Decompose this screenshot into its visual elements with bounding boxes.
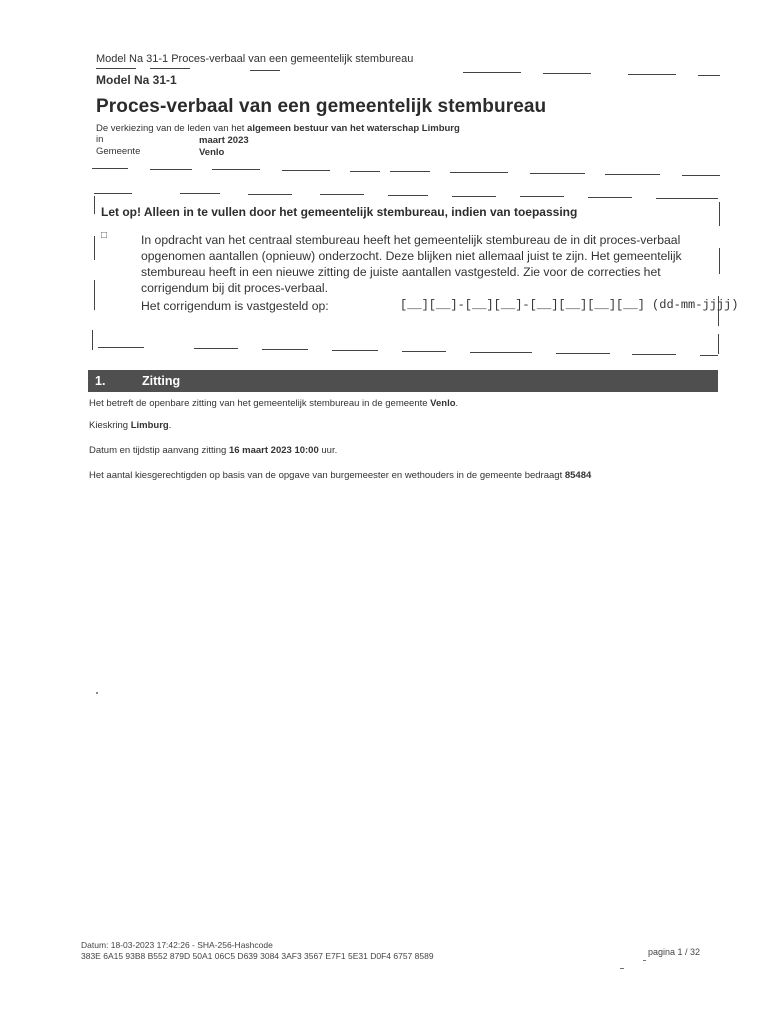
box-edge bbox=[92, 330, 93, 350]
rule bbox=[543, 73, 591, 74]
section-title: Zitting bbox=[142, 374, 181, 388]
rule bbox=[250, 70, 280, 71]
box-edge bbox=[94, 196, 95, 214]
page-title: Proces-verbaal van een gemeentelijk stembureau bbox=[96, 96, 547, 117]
scan-speck bbox=[96, 692, 98, 694]
rule bbox=[262, 349, 308, 350]
rule bbox=[402, 351, 446, 352]
rule bbox=[632, 354, 676, 355]
municipality-value: Venlo bbox=[199, 147, 225, 158]
rule bbox=[470, 352, 532, 353]
corrigendum-checkbox[interactable]: □ bbox=[101, 230, 108, 241]
rule bbox=[350, 171, 380, 172]
box-edge bbox=[94, 280, 95, 310]
box-edge bbox=[719, 248, 720, 274]
rule bbox=[463, 72, 521, 73]
eligible-voters-line: Het aantal kiesgerechtigden op basis van de opgave van burgemeester en wethouders in de gemeente bedraagt 85484 bbox=[89, 470, 592, 481]
corrigendum-date-field[interactable]: [__][__]-[__][__]-[__][__][__][__] (dd-mm-jjjj) bbox=[400, 298, 739, 312]
rule bbox=[332, 350, 378, 351]
rule bbox=[92, 168, 128, 169]
rule bbox=[520, 196, 564, 197]
in-label: in bbox=[96, 134, 104, 145]
scan-speck bbox=[620, 968, 624, 969]
rule bbox=[390, 171, 430, 172]
box-edge bbox=[719, 202, 720, 226]
election-date: maart 2023 bbox=[199, 135, 249, 146]
rule bbox=[180, 193, 220, 194]
rule bbox=[530, 173, 585, 174]
election-prefix: De verkiezing van de leden van het bbox=[96, 123, 248, 134]
rule bbox=[282, 170, 330, 171]
rule bbox=[628, 74, 676, 75]
rule bbox=[682, 175, 720, 176]
kieskring-line: Kieskring Limburg. bbox=[89, 420, 172, 431]
footer-hash bbox=[81, 940, 434, 962]
municipality-label: Gemeente bbox=[96, 146, 141, 157]
start-line: Datum en tijdstip aanvang zitting 16 maart 2023 10:00 uur. bbox=[89, 445, 338, 456]
rule bbox=[212, 169, 260, 170]
rule bbox=[96, 68, 136, 69]
notice-text: In opdracht van het centraal stembureau heeft het gemeentelijk stembureau de in dit proces-verbaal opgenomen aantallen (opnieuw) onderzocht. Deze blijken niet allemaal juist te zijn. Het gemeentelijk stembureau heeft in een nieuwe zitting de juiste aantallen vastgesteld. Zie voor de correcties het corrigendum bij dit proces-verbaal. bbox=[141, 233, 682, 295]
running-title: Model Na 31-1 Proces-verbaal van een gemeentelijk stembureau bbox=[96, 53, 414, 65]
rule bbox=[194, 348, 238, 349]
footer-date: Datum: 18-03-2023 17:42:26 - SHA-256-Hashcode bbox=[81, 940, 273, 950]
rule bbox=[94, 193, 132, 194]
rule bbox=[388, 195, 428, 196]
rule bbox=[452, 196, 496, 197]
page-number: pagina 1 / 32 bbox=[648, 947, 701, 957]
corrigendum-date-label: Het corrigendum is vastgesteld op: bbox=[141, 299, 329, 313]
rule bbox=[588, 197, 632, 198]
section-header bbox=[88, 370, 718, 392]
rule bbox=[248, 194, 292, 195]
footer-hashcode: 383E 6A15 93B8 B552 879D 50A1 06C5 D639 3084 3AF3 3567 E7F1 5E31 D0F4 6757 8589 bbox=[81, 951, 434, 961]
scan-speck bbox=[643, 960, 646, 961]
rule bbox=[700, 355, 718, 356]
rule bbox=[320, 194, 364, 195]
rule bbox=[556, 353, 610, 354]
notice-title: Let op! Alleen in te vullen door het gemeentelijk stembureau, indien van toepassing bbox=[101, 205, 578, 219]
rule bbox=[98, 347, 144, 348]
election-line bbox=[96, 123, 460, 134]
session-line: Het betreft de openbare zitting van het gemeentelijk stembureau in de gemeente Venlo. bbox=[89, 398, 459, 409]
rule bbox=[656, 198, 718, 199]
rule bbox=[150, 68, 190, 69]
model-label: Model Na 31-1 bbox=[96, 73, 177, 87]
rule bbox=[605, 174, 660, 175]
election-body: algemeen bestuur van het waterschap Limburg bbox=[247, 123, 460, 134]
section-number: 1. bbox=[95, 374, 106, 388]
rule bbox=[698, 75, 720, 76]
rule bbox=[150, 169, 192, 170]
box-edge bbox=[94, 236, 95, 260]
box-edge bbox=[718, 334, 719, 354]
rule bbox=[450, 172, 508, 173]
